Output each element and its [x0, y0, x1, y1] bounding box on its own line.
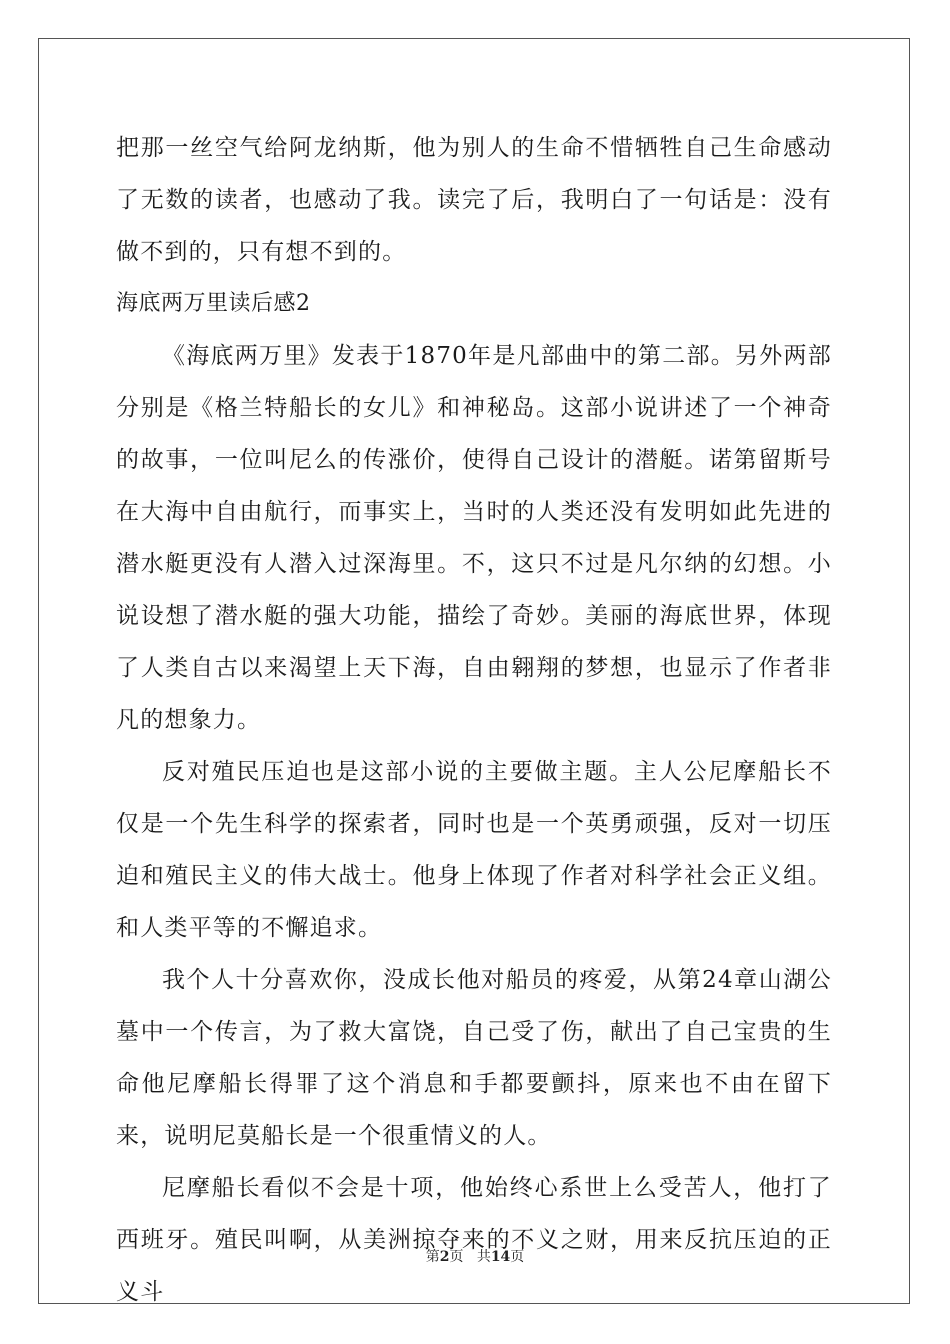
footer-prefix: 第	[425, 1249, 440, 1265]
paragraph-theme: 反对殖民压迫也是这部小说的主要做主题。主人公尼摩船长不仅是一个先生科学的探索者，同时也是一个英勇顽强，反对一切压迫和殖民主义的伟大战士。他身上体现了作者对科学社会正义组。和人类平等的不懈追求。	[116, 759, 832, 941]
page-footer	[0, 1246, 950, 1266]
paragraph-intro: 《海底两万里》发表于1870年是凡部曲中的第二部。另外两部分别是《格兰特船长的女儿》和神秘岛。这部小说讲述了一个神奇的故事，一位叫尼么的传涨价，使得自己设计的潜艇。诺第留斯号在大海中自由航行，而事实上，当时的人类还没有发明如此先进的潜水艇更没有人潜入过深海里。不，这只不过是凡尔纳的幻想。小说设想了潜水艇的强大功能，描绘了奇妙。美丽的海底世界，体现了人类自古以来渴望上天下海，自由翱翔的梦想，也显示了作者非凡的想象力。	[116, 343, 832, 733]
paragraph-captain: 尼摩船长看似不会是十项，他始终心系世上么受苦人，他打了西班牙。殖民叫啊，从美洲掠夺来的不义之财，用来反抗压迫的正义斗	[116, 1175, 832, 1305]
section-heading: 海底两万里读后感2	[116, 291, 311, 316]
footer-total-pages: 14	[490, 1249, 511, 1265]
paragraph-personal: 我个人十分喜欢你，没成长他对船员的疼爱，从第24章山湖公墓中一个传言，为了救大富饶，自己受了伤，献出了自己宝贵的生命他尼摩船长得罪了这个消息和手都要颤抖，原来也不由在留下来，说明尼莫船长是一个很重情义的人。	[116, 967, 832, 1149]
footer-gap	[463, 1249, 476, 1265]
footer-page-suffix: 页	[449, 1249, 464, 1265]
paragraph-continuation: 把那一丝空气给阿龙纳斯，他为别人的生命不惜牺牲自己生命感动了无数的读者，也感动了我。读完了后，我明白了一句话是：没有做不到的，只有想不到的。	[116, 135, 832, 265]
footer-total-suffix: 页	[510, 1249, 525, 1265]
footer-page-number: 2	[439, 1249, 450, 1265]
footer-total-prefix: 共	[476, 1249, 491, 1265]
document-body	[116, 122, 832, 1318]
